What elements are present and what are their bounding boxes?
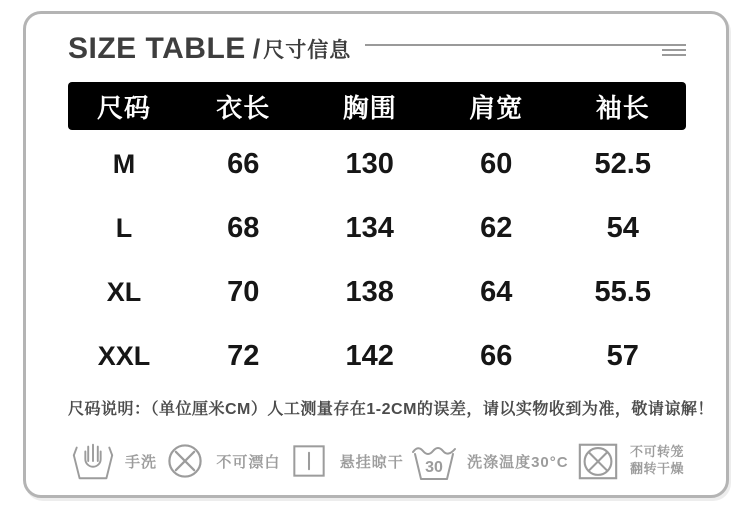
table-row [68,260,686,324]
care-label: 手洗 [125,453,158,471]
table-cell: 54 [606,211,639,244]
table-cell: 62 [480,211,513,244]
care-label: 悬挂晾干 [339,453,404,471]
header [68,28,686,70]
table-cell: 72 [227,339,260,372]
hand-wash-icon [70,439,116,483]
size-table [68,82,686,388]
care-label-line: 翻转干燥 [629,461,684,476]
table-cell: 64 [480,275,513,308]
wash-temp-30-icon [410,439,458,483]
table-cell: 134 [345,211,394,244]
care-item-hand-wash [70,439,157,483]
table-cell: 142 [345,339,394,372]
care-item-no-tumble-dry [575,439,684,483]
care-item-hang-dry [287,439,404,483]
table-cell: 66 [480,339,513,372]
menu-lines-icon [662,49,686,51]
table-row [68,196,686,260]
header-cell-sleeve: 袖长 [595,92,650,123]
header-rule [365,40,686,58]
wash-temp-value: 30 [425,459,443,476]
table-cell: 55.5 [594,275,651,308]
table-cell: 68 [227,211,260,244]
no-bleach-icon [163,439,207,483]
care-label-line: 不可转笼 [629,444,684,460]
table-cell: 66 [227,147,260,180]
header-cell-shoulder: 肩宽 [469,92,524,123]
hang-dry-icon [287,439,331,483]
table-cell: 138 [345,275,394,308]
menu-lines-icon [662,54,686,56]
header-cell-length: 衣长 [216,92,271,123]
page-subtitle: 尺寸信息 [263,39,352,62]
table-row [68,324,686,388]
header-cell-size: 尺码 [96,92,151,123]
care-label: 不可漂白 [216,453,281,471]
table-body [68,130,686,388]
table-cell: 57 [606,339,639,372]
size-cell: XL [106,276,142,307]
care-item-no-bleach [163,439,280,483]
header-cell-bust: 胸围 [342,92,397,123]
care-icons-row [68,439,686,483]
size-table-panel [23,11,729,498]
divider-line [365,44,686,46]
page-title: SIZE TABLE [68,32,246,65]
care-item-wash-temp [410,439,569,483]
care-label: 洗涤温度30°C [467,453,569,471]
table-cell: 130 [345,147,394,180]
table-cell: 60 [480,147,513,180]
size-cell: XXL [97,340,151,371]
no-tumble-dry-icon [575,439,621,483]
size-cell: L [115,212,133,243]
measurement-note: 尺码说明：（单位厘米CM）人工测量存在1-2CM的误差，请以实物收到为准，敬请谅解！ [68,401,714,418]
table-cell: 70 [227,275,260,308]
size-cell: M [112,148,136,179]
title-separator: / [252,33,261,64]
table-header-row [68,82,686,130]
table-row [68,132,686,196]
table-cell: 52.5 [594,147,651,180]
care-label [630,444,684,478]
